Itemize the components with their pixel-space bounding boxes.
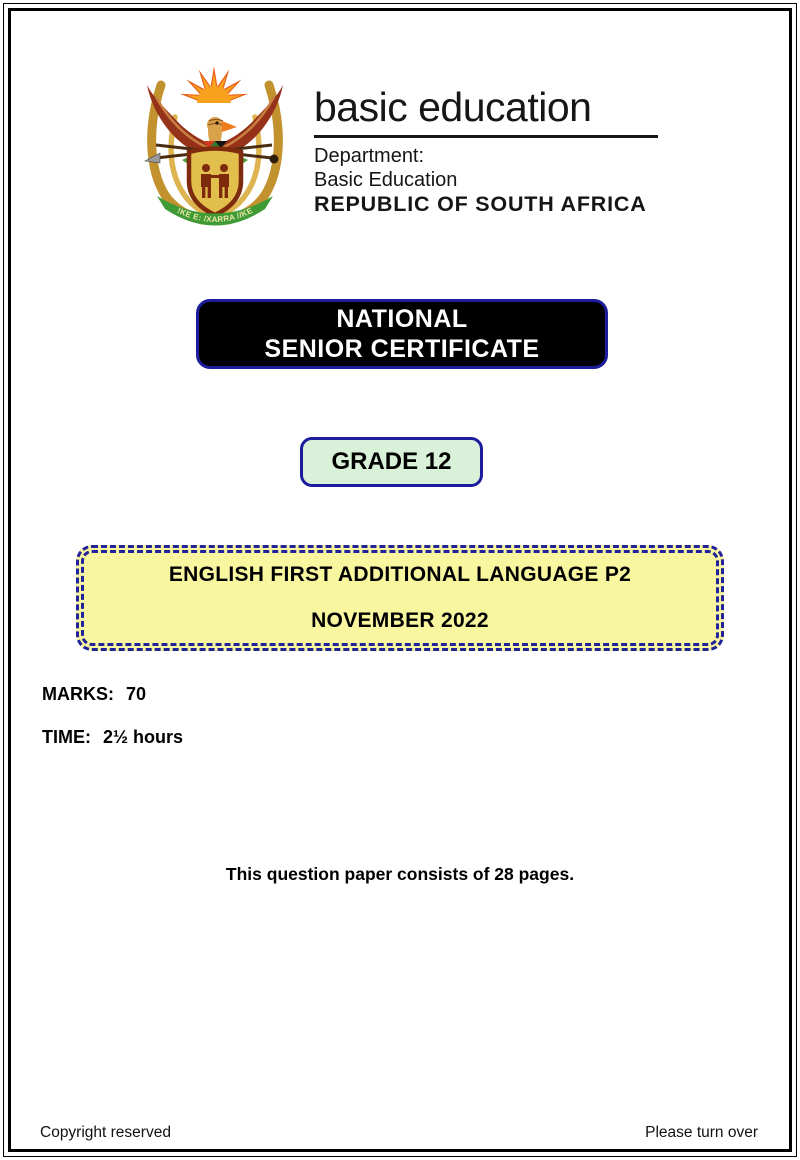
footer-copyright: Copyright reserved — [40, 1124, 171, 1141]
pages-note: This question paper consists of 28 pages. — [225, 864, 575, 884]
subject-box — [76, 545, 724, 651]
marks-label: MARKS: — [42, 684, 114, 704]
certificate-line1: NATIONAL — [336, 305, 468, 333]
sunburst-icon — [180, 66, 248, 103]
subject-title: ENGLISH FIRST ADDITIONAL LANGUAGE P2 — [168, 563, 632, 586]
grade-label: GRADE 12 — [331, 448, 452, 475]
department-label: Department: — [314, 145, 425, 167]
page-footer — [40, 1124, 758, 1142]
emblem-motto: !KE E: /XARRA //KE — [175, 205, 255, 225]
country-name: REPUBLIC OF SOUTH AFRICA — [314, 192, 647, 216]
grade-box — [300, 437, 483, 487]
wordmark-rule — [314, 135, 658, 138]
department-name: Basic Education — [314, 169, 458, 191]
certificate-line2: SENIOR CERTIFICATE — [264, 335, 540, 363]
subject-session: NOVEMBER 2022 — [311, 609, 489, 632]
footer-turn-over: Please turn over — [645, 1124, 758, 1141]
subject-box-inner — [81, 550, 719, 646]
time-value: 2½ hours — [103, 727, 184, 747]
coat-of-arms-logo — [142, 57, 288, 238]
wordmark: basic education — [314, 84, 592, 130]
time-label: TIME: — [42, 727, 91, 747]
department-brand-block — [314, 84, 674, 216]
time-row — [42, 727, 183, 748]
marks-row — [42, 684, 146, 705]
certificate-title-box — [196, 299, 608, 369]
shield-icon — [189, 149, 241, 216]
marks-value: 70 — [126, 684, 147, 704]
